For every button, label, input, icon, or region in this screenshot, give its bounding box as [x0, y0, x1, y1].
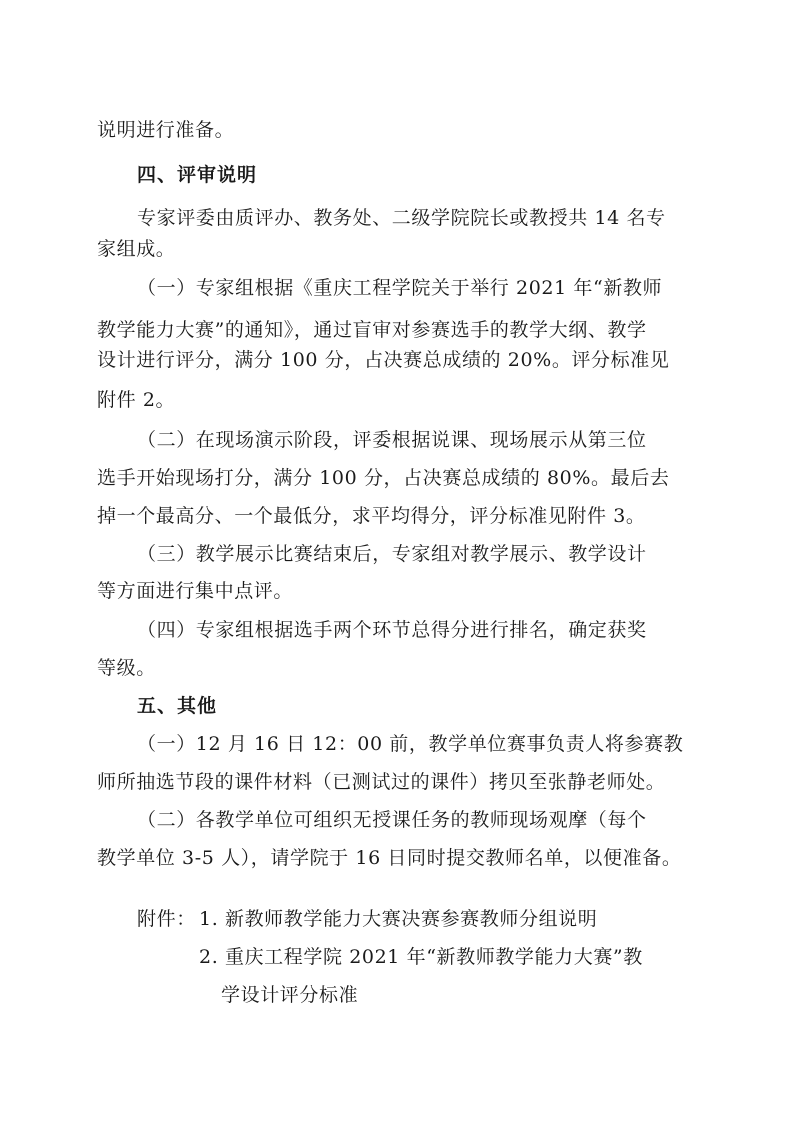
- attachment-item-2-continued: 学设计评分标准: [221, 984, 359, 1006]
- paragraph-line: 说明进行准备。: [97, 119, 235, 141]
- paragraph-line: 掉一个最高分、一个最低分，求平均得分，评分标准见附件 3。: [97, 505, 646, 527]
- paragraph-line: 教学能力大赛”的通知》，通过盲审对参赛选手的教学大纲、教学: [97, 319, 647, 341]
- paragraph-line: 等方面进行集中点评。: [97, 580, 294, 602]
- paragraph-line: （一）专家组根据《重庆工程学院关于举行 2021 年“新教师: [137, 277, 663, 299]
- paragraph-line: 家组成。: [97, 238, 176, 260]
- paragraph-line: 教学单位 3-5 人），请学院于 16 日同时提交教师名单，以便准备。: [97, 847, 682, 869]
- paragraph-line: 选手开始现场打分，满分 100 分，占决赛总成绩的 80%。最后去: [97, 467, 670, 489]
- attachments-label: 附件：: [137, 908, 196, 930]
- paragraph-line: 等级。: [97, 657, 156, 679]
- paragraph-line: （一）12 月 16 日 12：00 前，教学单位赛事负责人将参赛教: [137, 733, 684, 755]
- attachment-item-2: 2. 重庆工程学院 2021 年“新教师教学能力大赛”教: [199, 946, 643, 968]
- attachment-item-1: 1. 新教师教学能力大赛决赛参赛教师分组说明: [199, 908, 598, 930]
- paragraph-line: （二）各教学单位可组织无授课任务的教师现场观摩（每个: [137, 809, 647, 831]
- paragraph-line: 师所抽选节段的课件材料（已测试过的课件）拷贝至张静老师处。: [97, 771, 666, 793]
- section-heading-review: 四、评审说明: [137, 164, 258, 186]
- paragraph-line: 附件 2。: [97, 389, 176, 411]
- paragraph-line: （三）教学展示比赛结束后，专家组对教学展示、教学设计: [137, 543, 647, 565]
- paragraph-line: 专家评委由质评办、教务处、二级学院院长或教授共 14 名专: [137, 207, 666, 229]
- section-heading-other: 五、其他: [137, 695, 218, 717]
- paragraph-line: （二）在现场演示阶段，评委根据说课、现场展示从第三位: [137, 429, 647, 451]
- paragraph-line: 设计进行评分，满分 100 分，占决赛总成绩的 20%。评分标准见: [97, 349, 670, 371]
- paragraph-line: （四）专家组根据选手两个环节总得分进行排名，确定获奖: [137, 619, 647, 641]
